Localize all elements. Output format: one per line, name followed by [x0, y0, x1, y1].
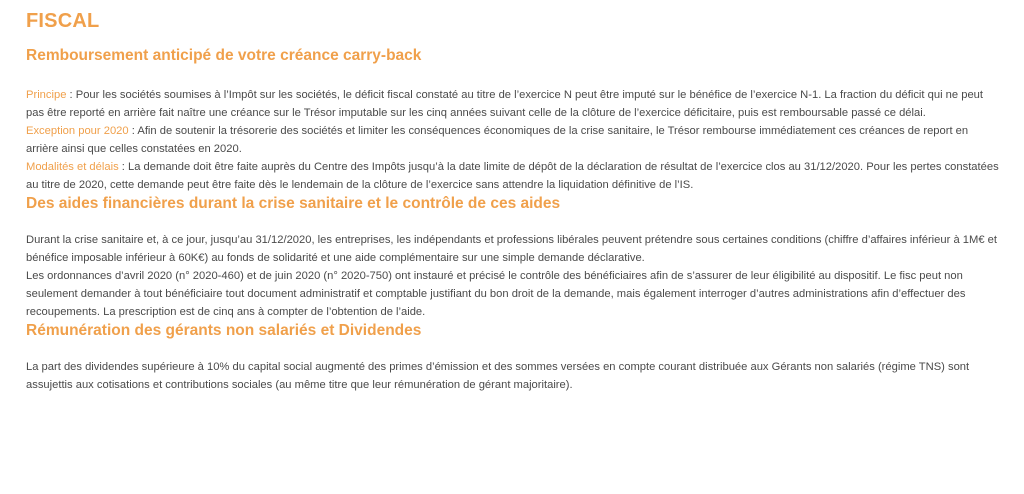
paragraph-text: La demande doit être faite auprès du Centre des Impôts jusqu’à la date limite de dépôt de la déclaration de résultat de l’exercice clos au 31/12/2020. Pour les pertes constatées au titre de 2020, cette demande peut être faite dès le lendemain de la clôture de l’exercice sans attendre la liquidation définitive de l’IS.: [26, 161, 999, 191]
paragraph-text: Durant la crise sanitaire et, à ce jour, jusqu’au 31/12/2020, les entreprises, les indépendants et professions libérales peuvent prétendre sous certaines conditions (chiffre d’affaires inférieur à 1M€ et bénéfice imposable inférieur à 60K€) au fonds de solidarité et une aide complémentaire sur une simple demande déclarative.: [26, 234, 997, 264]
paragraph-text: Afin de soutenir la trésorerie des sociétés et limiter les conséquences économiques de la crise sanitaire, le Trésor rembourse immédiatement ces créances de report en arrière ainsi que celles constatées en 2020.: [26, 125, 969, 155]
paragraph-exception-2020: [26, 122, 1001, 158]
paragraph-principe: [26, 86, 1001, 122]
paragraph-dividendes: [26, 358, 1001, 394]
paragraph-lead: Exception pour 2020: [26, 125, 129, 137]
lead-separator: :: [66, 89, 76, 101]
paragraph-text: Pour les sociétés soumises à l’Impôt sur les sociétés, le déficit fiscal constaté au titre de l’exercice N peut être imputé sur le bénéfice de l’exercice N-1. La fraction du déficit qui ne peut pas être reporté en arrière fait naître une créance sur le Trésor imputable sur les cinq années suivant celle de la clôture de l’exercice déficitaire, puis est remboursable passé ce délai.: [26, 89, 984, 119]
paragraph-lead: Principe: [26, 89, 67, 101]
paragraph-aides-crise: [26, 231, 1001, 267]
paragraph-text: Les ordonnances d’avril 2020 (n° 2020-460) et de juin 2020 (n° 2020-750) ont instauré et précisé le contrôle des bénéficiaires afin de s’assurer de leur éligibilité au dispositif. Le fisc peut non seulement demander à tout bénéficiaire tout document administratif et comptable justifiant du bon droit de la demande, mais également interroger d’autres administrations afin d’effectuer des recoupements. La prescription est de cinq ans à compter de l’obtention de l’aide.: [26, 270, 966, 318]
section-heading-remuneration: Rémunération des gérants non salariés et Dividendes: [26, 322, 422, 339]
section-heading-aides: Des aides financières durant la crise sanitaire et le contrôle de ces aides: [26, 195, 561, 212]
page-title: FISCAL: [26, 10, 100, 32]
section-heading-carry-back: Remboursement anticipé de votre créance carry-back: [26, 47, 422, 64]
paragraph-modalites: [26, 158, 1001, 194]
lead-separator: :: [118, 161, 128, 173]
lead-separator: :: [128, 125, 138, 137]
paragraph-controle: [26, 267, 1001, 321]
paragraph-lead: Modalités et délais: [26, 161, 119, 173]
paragraph-text: La part des dividendes supérieure à 10% du capital social augmenté des primes d’émission et des sommes versées en compte courant distribuée aux Gérants non salariés (régime TNS) sont assujettis aux cotisations et contributions sociales (au même titre que leur rémunération de gérant majoritaire).: [26, 361, 970, 391]
